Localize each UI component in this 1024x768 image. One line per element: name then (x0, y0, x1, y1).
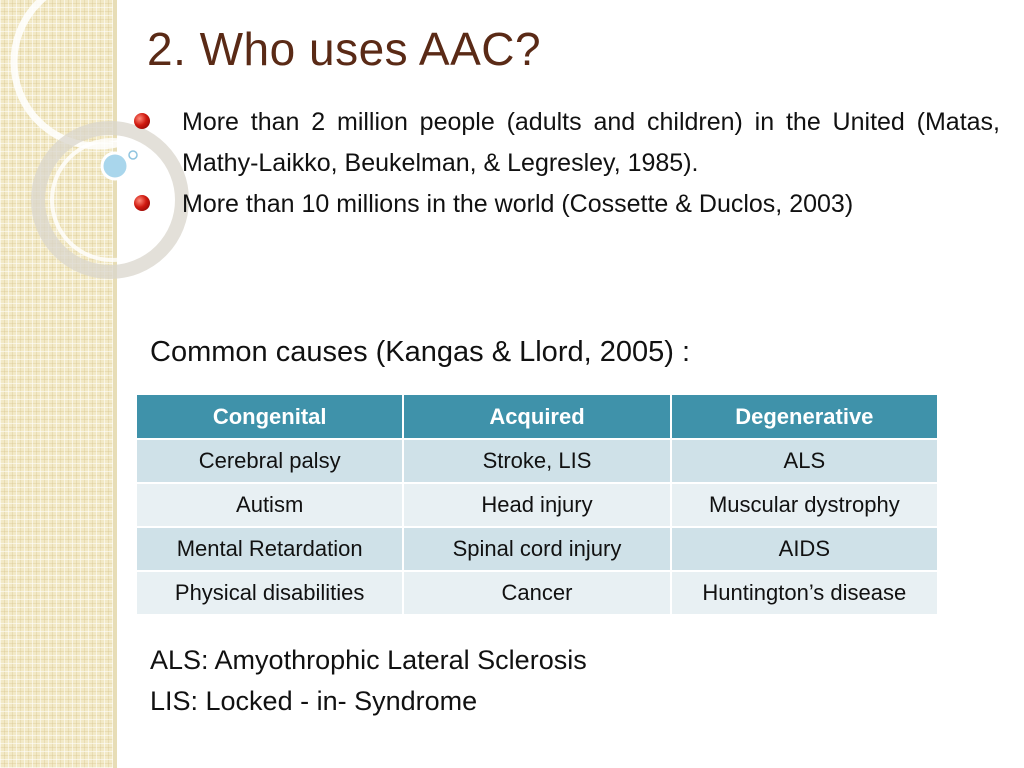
table-row (136, 527, 938, 571)
table-row (136, 571, 938, 615)
table-cell: Head injury (403, 483, 670, 527)
column-header-degenerative: Degenerative (671, 394, 938, 439)
table-header-row (136, 394, 938, 439)
causes-table (135, 393, 939, 616)
bullet-item (134, 102, 1000, 184)
table-cell: Autism (136, 483, 403, 527)
table-cell: AIDS (671, 527, 938, 571)
table-cell: Muscular dystrophy (671, 483, 938, 527)
red-sphere-bullet-icon (134, 113, 150, 129)
note-als: ALS: Amyothrophic Lateral Sclerosis (150, 645, 587, 675)
bullet-list (134, 102, 1000, 225)
column-header-acquired: Acquired (403, 394, 670, 439)
table-cell: Huntington’s disease (671, 571, 938, 615)
table-row (136, 439, 938, 483)
abbreviation-notes (150, 640, 587, 722)
red-sphere-bullet-icon (134, 195, 150, 211)
table-cell: Cancer (403, 571, 670, 615)
table-cell: ALS (671, 439, 938, 483)
bullet-item (134, 184, 1000, 225)
table-cell: Stroke, LIS (403, 439, 670, 483)
table-cell: Spinal cord injury (403, 527, 670, 571)
slide-title: 2. Who uses AAC? (147, 23, 542, 75)
table-cell: Mental Retardation (136, 527, 403, 571)
causes-subheading: Common causes (Kangas & Llord, 2005) : (150, 336, 690, 368)
table-row (136, 483, 938, 527)
bullet-text: More than 2 million people (adults and children) in the United (Matas, Mathy-Laikko, Beukelman, & Legresley, 1985). (182, 108, 1000, 177)
column-header-congenital: Congenital (136, 394, 403, 439)
note-lis: LIS: Locked - in- Syndrome (150, 686, 478, 716)
bullet-text: More than 10 millions in the world (Cossette & Duclos, 2003) (182, 190, 854, 218)
table-cell: Cerebral palsy (136, 439, 403, 483)
table-cell: Physical disabilities (136, 571, 403, 615)
